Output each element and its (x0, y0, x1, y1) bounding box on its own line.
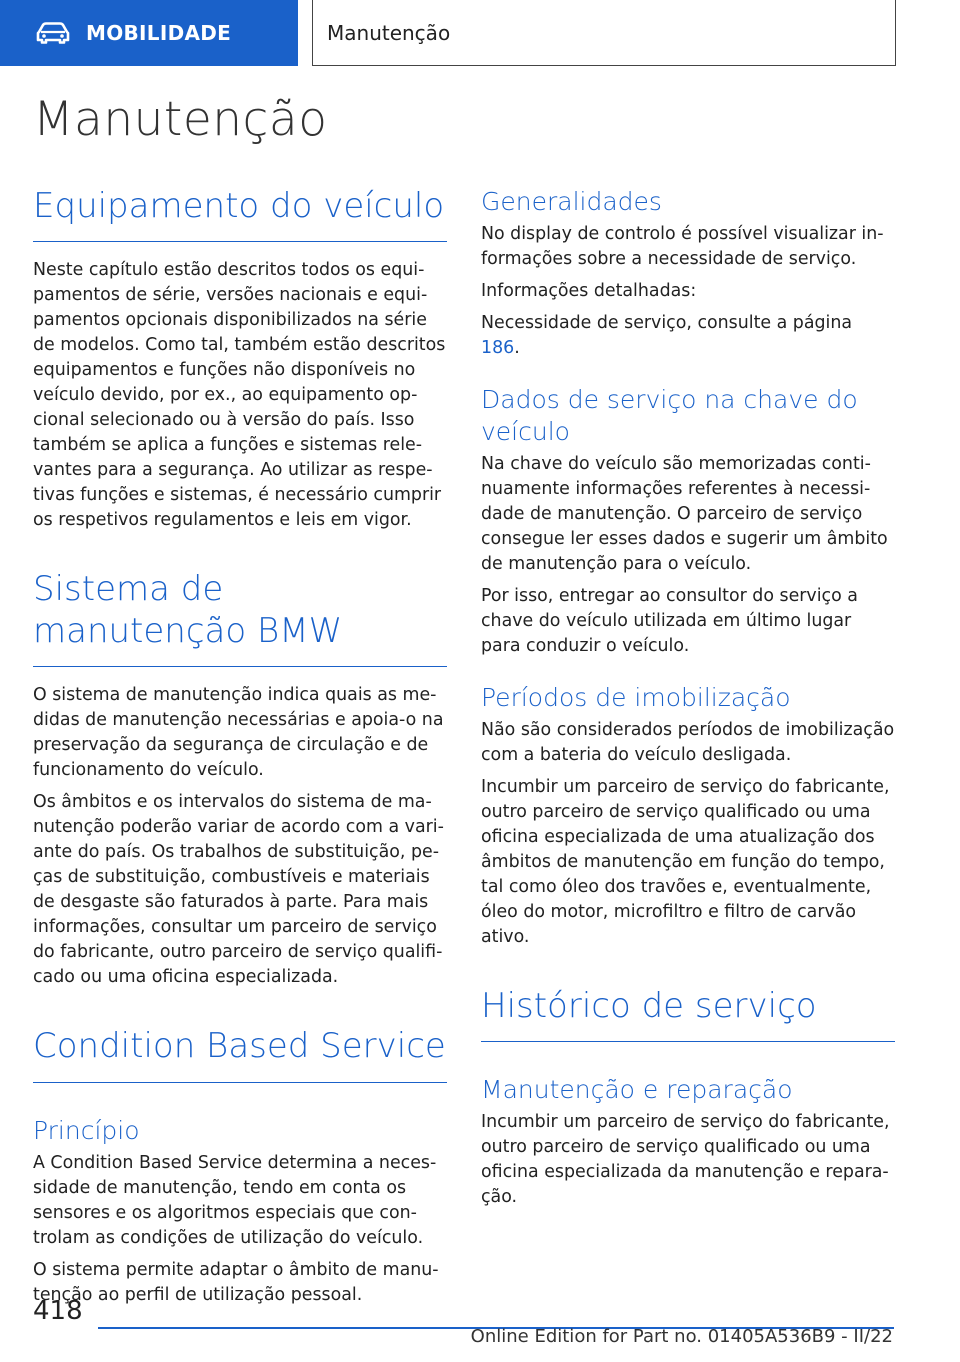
paragraph: Por isso, entregar ao consultor do serviço a chave do veículo utilizada em último lugar para conduzir o veículo. (481, 586, 858, 656)
paragraph: O sistema de manutenção indica quais as medidas de manutenção necessárias e apoia-o na preservação da segurança de circulação e de funcionamento do veículo. (33, 685, 444, 781)
paragraph: Neste capítulo estão descritos todos os equipamentos de série, versões nacionais e equipamentos opcionais disponibilizados na série de modelos. Como tal, também estão descritos equipamentos e funções não disponíveis no veículo devido, por ex., ao equipamento opcional selecionado ou à versão do país. Isso também se aplica a funções e sistemas relevantes para a segurança. Ao utilizar as respetivas funções e sistemas, é necessário cumprir os respetivos regulamentos e leis em vigor. (33, 260, 446, 531)
edition-note: Online Edition for Part no. 01405A536B9 - II/22 (470, 1326, 893, 1347)
paragraph: Incumbir um parceiro de serviço do fabricante, outro parceiro de serviço qualificado ou uma oficina especializada de uma atualização dos âmbitos de manutenção em função do tempo, tal como óleo dos travões e, eventualmente, óleo do motor, microfiltro e filtro de carvão ativo. (481, 777, 890, 947)
subheading-general: Generalidades (481, 187, 662, 216)
page-number: 418 (33, 1296, 83, 1326)
section-tab (0, 0, 298, 66)
paragraph: Os âmbitos e os intervalos do sistema de manutenção poderão variar de acordo com a variante do país. Os trabalhos de substituição, peças de substituição, combustíveis e materiais de desgaste são faturados à parte. Para mais informações, consultar um parceiro de serviço do fabricante, outro parceiro de serviço qualificado ou uma oficina especializada. (33, 792, 444, 988)
subheading-principle: Princípio (33, 1115, 140, 1145)
section-heading-cbs: Condition Based Service (33, 1025, 447, 1082)
car-icon (36, 22, 70, 44)
section-heading-service-history: Histórico de serviço (481, 985, 895, 1042)
subheading-maintenance-repair: Manutenção e reparação (481, 1075, 793, 1105)
paragraph: A Condition Based Service determina a necessidade de manutenção, tendo em conta os sensores e os algoritmos especiais que controlam as condições de utilização do veículo. (33, 1152, 437, 1248)
section-heading-equipment: Equipamento do veículo (33, 185, 447, 242)
page-title: Manutenção (33, 92, 328, 147)
subheading-key-data: Dados de serviço na chave do veículo (481, 385, 858, 446)
left-column (33, 185, 447, 1315)
page-reference-link[interactable]: 186 (481, 338, 515, 358)
paragraph: Incumbir um parceiro de serviço do fabricante, outro parceiro de serviço qualificado ou uma oficina especializada da manutenção e reparação. (481, 1112, 890, 1208)
section-tab-label: MOBILIDADE (86, 21, 232, 45)
paragraph: Informações detalhadas: (481, 281, 697, 301)
section-heading-maintenance-system: Sistema de manutenção BMW (33, 568, 447, 667)
paragraph: No display de controlo é possível visualizar informações sobre a necessidade de serviço. (481, 224, 884, 269)
paragraph: O sistema permite adaptar o âmbito de manutenção ao perfil de utilização pessoal. (33, 1259, 439, 1305)
paragraph: Na chave do veículo são memorizadas continuamente informações referentes à necessidade de manutenção. O parceiro de serviço consegue ler esses dados e sugerir um âmbito de manutenção para o veículo. (481, 454, 888, 574)
paragraph-with-link: Necessidade de serviço, consulte a página 186. (481, 313, 853, 358)
paragraph: Não são considerados períodos de imobilização com a bateria do veículo desligada. (481, 720, 895, 765)
right-column (481, 186, 895, 1217)
subheading-idle-periods: Períodos de imobilização (481, 683, 791, 712)
chapter-title: Manutenção (312, 0, 896, 66)
